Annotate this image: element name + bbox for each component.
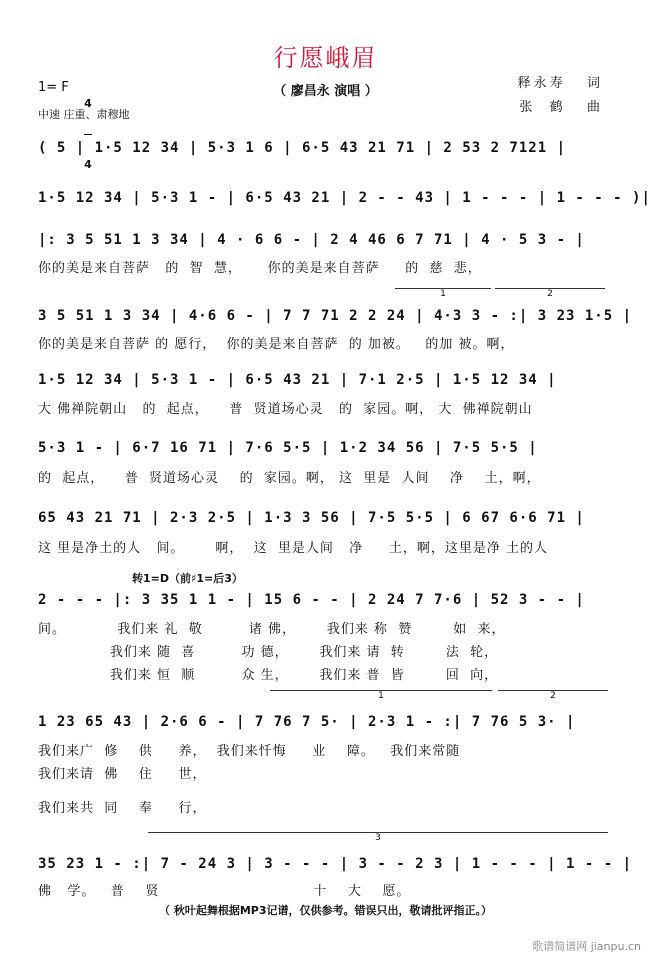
score-row-9-lyrics-verse3: 我们来共 同 奉 行， <box>38 801 207 816</box>
score-row-9-lyrics-verse2: 我们来请 佛 住 世， <box>38 767 207 782</box>
tempo-marking: 中速 庄重、肃穆地 <box>38 108 130 121</box>
score-row-6-notes: 5·3 1 - | 6·7 16 71 | 7·6 5·5 | 1·2 34 56 | 7·5 5·5 | <box>38 440 538 456</box>
score-row-6-lyrics: 的 起点， 普 贤道场心灵 的 家园。啊， 这 里是 人间 净 土，啊， <box>38 471 541 486</box>
time-rule <box>84 134 92 135</box>
score-row-9-notes: 1 23 65 43 | 2·6 6 - | 7 76 7 5· | 2·3 1 - :| 7 76 5 3· | <box>38 714 576 730</box>
lyricist-credit: 释永寿 词 <box>517 76 603 91</box>
volta-1-label: 1 <box>378 691 384 701</box>
score-row-2-notes: 1·5 12 34 | 5·3 1 - | 6·5 43 21 | 2 - - 43 | 1 - - - | 1 - - - )| <box>38 190 651 206</box>
time-top: 4 <box>84 97 92 110</box>
singer-line: （ 廖昌永 演唱 ） <box>273 84 378 99</box>
volta-bracket-1b <box>270 690 492 701</box>
score-row-1-notes: ( 5 | 1·5 12 34 | 5·3 1 6 | 6·5 43 21 71 | 2 53 2 7121 | <box>38 140 567 156</box>
score-row-8-lyrics-verse3: 我们来 恒 顺 众 生， 我们来 普 皆 回 向， <box>38 668 499 683</box>
score-row-10-notes: 35 23 1 - :| 7 - 24 3 | 3 - - - | 3 - - 2 3 | 1 - - - | 1 - - | <box>38 856 633 872</box>
score-row-3-notes: |: 3 5 51 1 3 34 | 4 · 6 6 - | 2 4 46 6 7 71 | 4 · 5 3 - | <box>38 232 585 248</box>
site-watermark: 歌谱简谱网 jianpu.cn <box>532 940 641 953</box>
score-row-5-lyrics: 大 佛禅院朝山 的 起点， 普 贤道场心灵 的 家园。啊， 大 佛禅院朝山 <box>38 402 533 417</box>
volta-2-label: 2 <box>550 691 556 701</box>
score-row-7-notes: 65 43 21 71 | 2·3 2·5 | 1·3 3 56 | 7·5 5·5 | 6 67 6·6 71 | <box>38 510 585 526</box>
volta-bracket-2b <box>498 690 608 701</box>
score-row-4-notes: 3 5 51 1 3 34 | 4·6 6 - | 7 7 71 2 2 24 | 4·3 3 - :| 3 23 1·5 | <box>38 308 633 324</box>
volta-bracket-2a: 2 <box>495 288 605 299</box>
score-row-8-lyrics-verse1: 间。 我们来 礼 敬 诸 佛， 我们来 称 赞 如 来， <box>38 622 506 637</box>
volta-3-label: 3 <box>375 833 381 843</box>
volta-bracket-3 <box>148 832 608 843</box>
score-row-8-notes: 2 - - - |: 3 35 1 1 - | 15 6 - - | 2 24 7 7·6 | 52 3 - - | <box>38 592 585 608</box>
footnote: （ 秋叶起舞根据MP3记谱，仅供参考。错误只出，敬请批评指正。） <box>159 904 492 917</box>
time-signature <box>84 74 92 183</box>
composer-credit: 张 鹤 曲 <box>519 100 603 115</box>
score-row-7-lyrics: 这 里是净土的人 间。 啊， 这 里是人间 净 土，啊，这里是净 土的人 <box>38 541 549 556</box>
song-title: 行愿峨眉 <box>273 44 378 72</box>
score-row-10-lyrics: 佛 学。 普 贤 十 大 愿。 <box>38 884 411 899</box>
time-bottom: 4 <box>84 158 92 171</box>
score-row-4-lyrics: 你的美是来自菩萨 的 愿行， 你的美是来自菩萨 的 加被。 的加 被。啊， <box>38 337 515 352</box>
score-row-3-lyrics: 你的美是来自菩萨 的 智 慧， 你的美是来自菩萨 的 慈 悲， <box>38 261 482 276</box>
modulation-marking: 转1=D（前♯1=后3） <box>132 572 243 585</box>
key-signature: 1= F <box>38 80 69 95</box>
score-row-8-lyrics-verse2: 我们来 随 喜 功 德， 我们来 请 转 法 轮， <box>38 645 499 660</box>
volta-bracket-1a: 1 <box>395 288 491 299</box>
score-row-5-notes: 1·5 12 34 | 5·3 1 - | 6·5 43 21 | 7·1 2·5 | 1·5 12 34 | <box>38 372 557 388</box>
score-row-9-lyrics-verse1: 我们来广 修 供 养， 我们来忏悔 业 障。 我们来常随 <box>38 744 461 759</box>
